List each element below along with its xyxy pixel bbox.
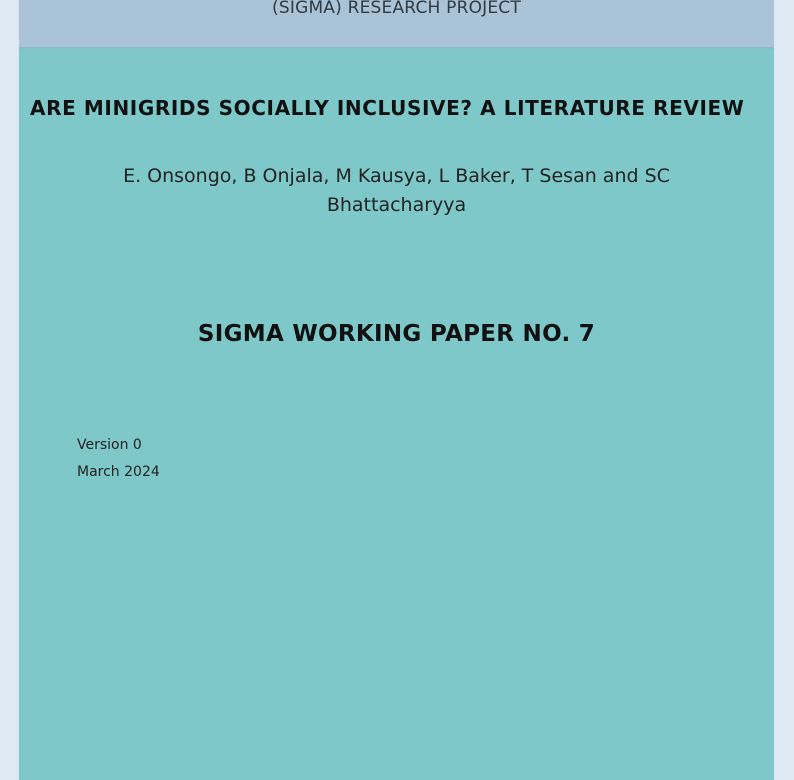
authors: E. Onsongo, B Onjala, M Kausya, L Baker, T Sesan and SC Bhattacharyya [123,165,670,216]
publication-date: March 2024 [77,464,160,480]
version-label: Version 0 [77,437,142,453]
project-header: (SIGMA) RESEARCH PROJECT [272,0,521,18]
document-page [19,0,774,780]
paper-title: ARE MINIGRIDS SOCIALLY INCLUSIVE? A LITERATURE REVIEW [30,96,745,120]
header-band [19,0,774,49]
working-paper-number: SIGMA WORKING PAPER NO. 7 [197,321,596,347]
